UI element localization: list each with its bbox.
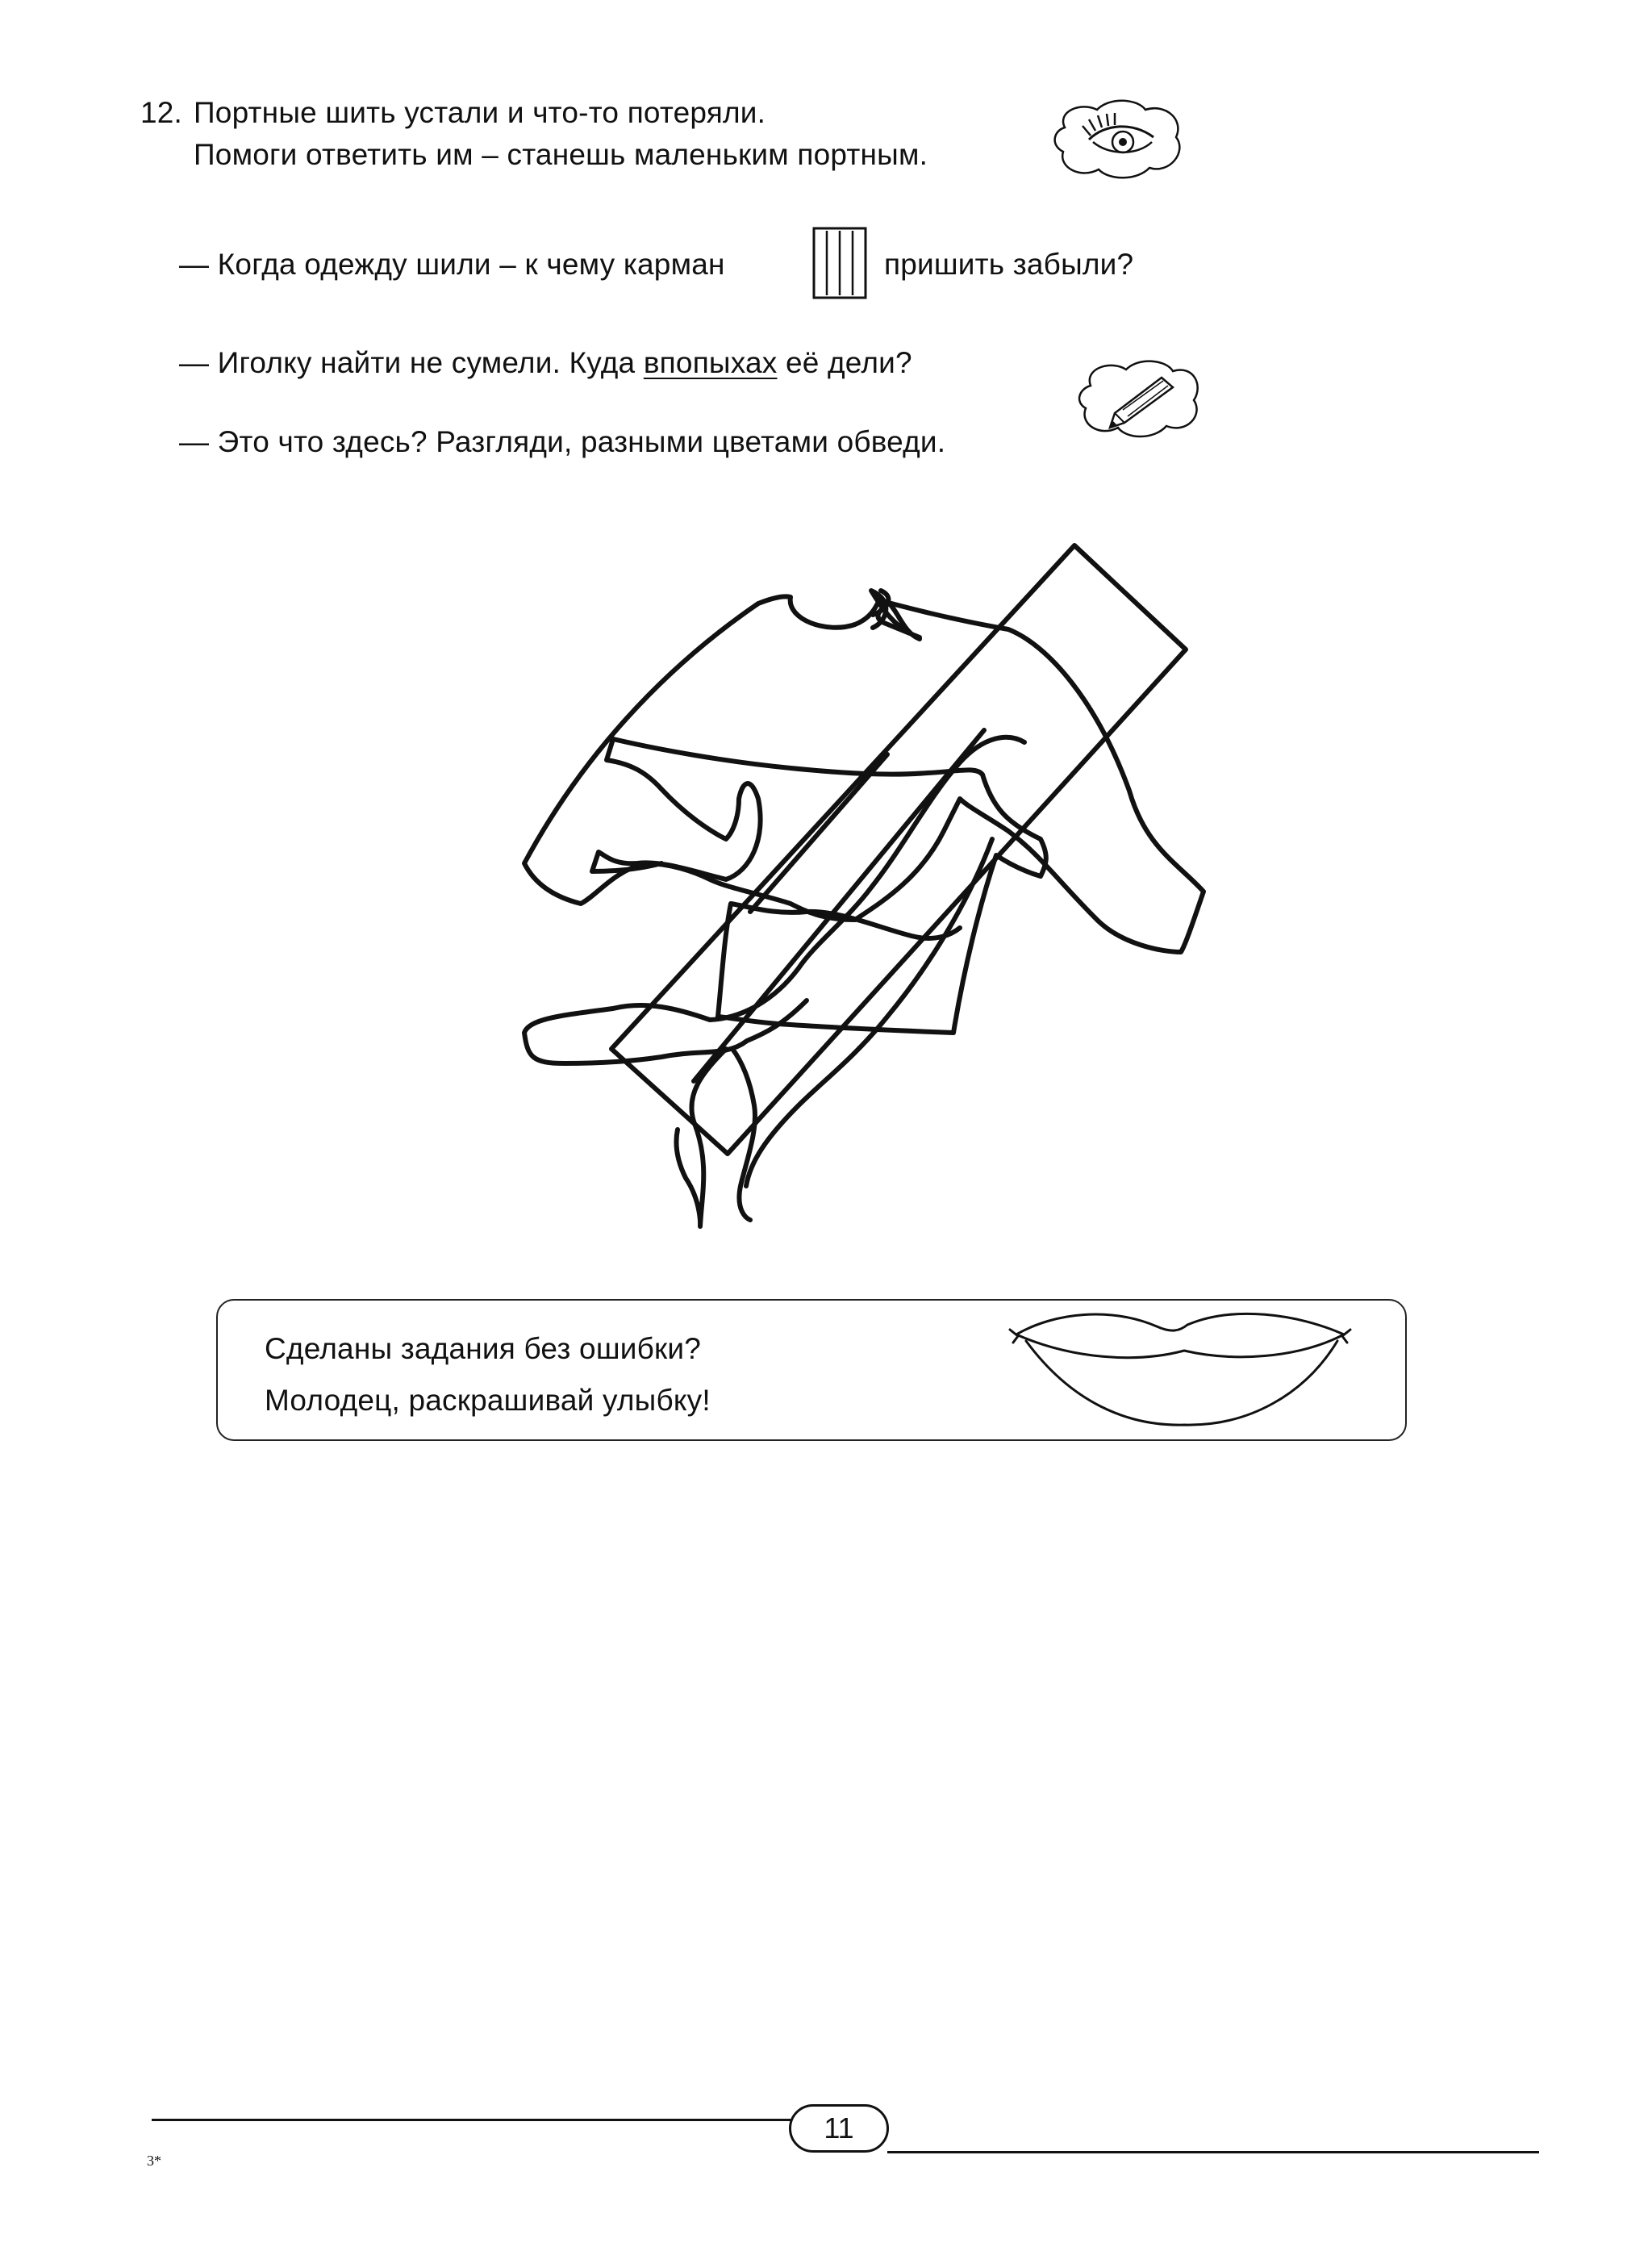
print-signature: 3* bbox=[147, 2153, 161, 2169]
question-2-underlined-word: впопыхах bbox=[643, 346, 778, 379]
smile-lips-icon[interactable] bbox=[1007, 1305, 1362, 1435]
skirt-outline bbox=[613, 739, 1046, 1033]
footer-rule-right bbox=[887, 2151, 1539, 2153]
question-2-end: её дели? bbox=[777, 346, 912, 379]
page-number: 11 bbox=[789, 2104, 889, 2153]
task-title-line1: Портные шить устали и что-то потеряли. bbox=[194, 96, 766, 129]
question-2-start: — Иголку найти не сумели. Куда bbox=[179, 346, 644, 379]
self-check-line1: Сделаны задания без ошибки? bbox=[265, 1332, 701, 1365]
question-3-text: — Это что здесь? Разгляди, разными цветами обведи. bbox=[179, 425, 946, 458]
footer-rule-left bbox=[152, 2119, 791, 2121]
question-1-text-end: пришить забыли? bbox=[884, 248, 1134, 281]
self-check-line2: Молодец, раскрашивай улыбку! bbox=[265, 1384, 711, 1417]
task-title-line2: Помоги ответить им – станешь маленьким портным. bbox=[194, 138, 928, 171]
task-number: 12. bbox=[140, 96, 183, 129]
question-1-text: — Когда одежду шили – к чему карман bbox=[179, 248, 725, 281]
